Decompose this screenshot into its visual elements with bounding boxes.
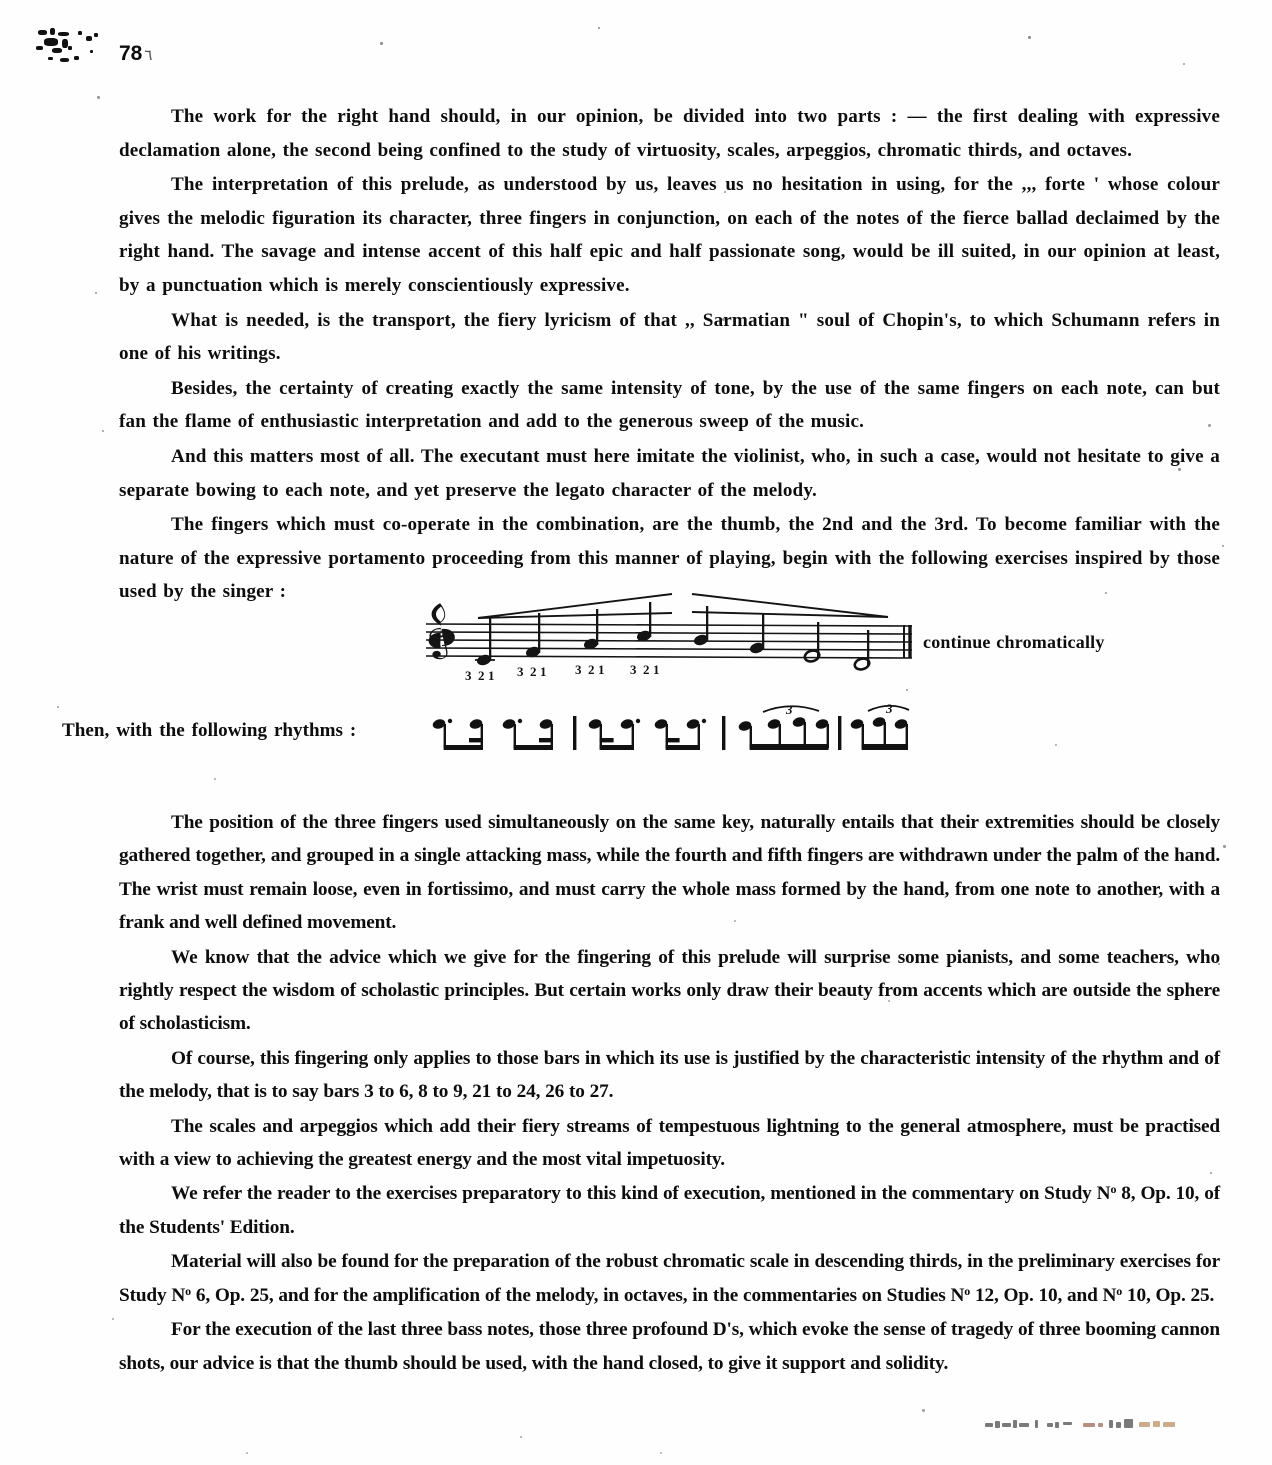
rhythm-notation	[427, 702, 927, 769]
number-ordinal-superscript: o	[185, 1283, 191, 1298]
paragraph-text: 8, Op. 10, of the Students' Edition.	[119, 1183, 1220, 1238]
paragraph: The work for the right hand should, in our opinion, be divided into two parts : — the first dealing with expressive declamation alone, the second being confined to the study of virtuosity, scales, arpeggios, chromatic thirds, and octaves.	[119, 106, 1220, 161]
paragraph: Of course, this fingering only applies to those bars in which its use is justified by the characteristic intensity of the rhythm and of the melody, that is to say bars 3 to 6, 8 to 9, 21 to 24, 26 to 27.	[119, 1047, 1220, 1103]
paragraph-study-no8	[119, 1177, 1220, 1244]
paragraph: The position of the three fingers used simultaneously on the same key, naturally entails that their extremities should be closely gathered together, and grouped in a single attacking mass, while the fourth and fifth fingers are withdrawn under the palm of the hand. The wrist must remain loose, even in fortissimo, and must carry the whole mass formed by the hand, from one note to another, with a frank and well defined movement.	[119, 812, 1220, 934]
rhythm-example-row	[62, 702, 1212, 774]
rhythm-example-label: Then, with the following rhythms :	[62, 720, 357, 741]
diminuendo-hairpin-icon	[692, 594, 888, 617]
page-number-artifact: ٦	[144, 48, 153, 64]
page-number-value: 78	[119, 42, 143, 65]
svg-text:1: 1	[488, 668, 495, 683]
svg-text:2: 2	[530, 664, 537, 679]
paragraph-text: 12, Op. 10, and N	[970, 1284, 1117, 1306]
svg-text:3: 3	[630, 662, 637, 677]
fingering-marks	[465, 662, 660, 683]
paragraph: We know that the advice which we give for the fingering of this prelude will surprise some pianists, and some teachers, who rightly respect the wisdom of scholastic principles. But certain works only draw their beauty from accents which are outside the sphere of scholasticism.	[119, 946, 1220, 1035]
number-ordinal-superscript: o	[1110, 1182, 1117, 1197]
paragraph: And this matters most of all. The executant must here imitate the violinist, who, in such a case, would not hesitate to give a separate bowing to each note, and yet preserve the legato character of the melody.	[119, 445, 1220, 501]
number-ordinal-superscript: o	[964, 1283, 971, 1298]
paragraph-material	[119, 1245, 1220, 1312]
scan-blotch-artifact	[34, 26, 106, 70]
paragraph-text: Material will also be found for the preparation of the robust chromatic scale in descending thirds, in the preliminary exercises for Study N	[119, 1251, 1220, 1306]
note-group	[475, 602, 871, 671]
svg-text:1: 1	[653, 662, 660, 677]
paragraph: The interpretation of this prelude, as understood by us, leaves us no hesitation in using, for the ,,, forte ' whose colour gives the melodic figuration its character, three fingers in conjunction, on each of the notes of the fierce ballad declaimed by the right hand. The savage and intense accent of this half epic and half passionate song, would be ill suited, in our opinion at least, by a punctuation which is merely conscientiously expressive.	[119, 174, 1220, 296]
svg-text:3: 3	[575, 662, 582, 677]
rhythm-notation-svg	[427, 702, 927, 764]
svg-text:3: 3	[465, 668, 472, 683]
svg-text:2: 2	[478, 668, 485, 683]
body-text-upper	[119, 100, 1220, 609]
tuplet-numeral: 3	[886, 702, 893, 716]
svg-text:3: 3	[517, 664, 524, 679]
svg-text:2: 2	[643, 662, 650, 677]
paragraph: What is needed, is the transport, the fiery lyricism of that ,, Sarmatian " soul of Chopin's, to which Schumann refers in one of his writings.	[119, 309, 1220, 365]
music-staff-svg	[420, 592, 920, 684]
page-bleedthrough-artifact	[985, 1418, 1215, 1432]
paragraph: The fingers which must co-operate in the combination, are the thumb, the 2nd and the 3rd. To become familiar with the nature of the expressive portamento proceeding from this manner of playing, begin with the following exercises inspired by those used by the singer :	[119, 514, 1220, 603]
body-text-lower	[119, 806, 1220, 1380]
treble-clef-icon	[429, 603, 455, 659]
paragraph: For the execution of the last three bass notes, those three profound D's, which evoke the sense of tragedy of three booming cannon shots, our advice is that the thumb should be used, with the hand closed, to give it support and solidity.	[119, 1319, 1220, 1374]
paragraph-text: We refer the reader to the exercises preparatory to this kind of execution, mentioned in the commentary on Study N	[171, 1183, 1111, 1205]
svg-text:2: 2	[588, 662, 595, 677]
paragraph: Besides, the certainty of creating exactly the same intensity of tone, by the use of the same fingers on each note, can but fan the flame of enthusiastic interpretation and add to the generous sweep of the music.	[119, 377, 1220, 433]
continue-chromatically-caption: continue chromatically	[923, 632, 1105, 652]
svg-text:1: 1	[540, 664, 547, 679]
paragraph: The scales and arpeggios which add their fiery streams of tempestuous lightning to the general atmosphere, must be practised with a view to achieving the greatest energy and the most vital impetuosity.	[119, 1115, 1220, 1171]
number-ordinal-superscript: o	[1116, 1283, 1123, 1298]
paragraph-text: 10, Op. 25.	[1122, 1284, 1215, 1306]
page-number	[119, 42, 152, 66]
music-notation-example	[420, 592, 920, 689]
tuplet-numeral: 3	[786, 702, 793, 717]
crescendo-hairpin-icon	[478, 594, 672, 618]
paragraph-text: 6, Op. 25, and for the amplification of the melody, in octaves, in the commentaries on Studies N	[190, 1284, 965, 1306]
svg-text:1: 1	[598, 662, 605, 677]
